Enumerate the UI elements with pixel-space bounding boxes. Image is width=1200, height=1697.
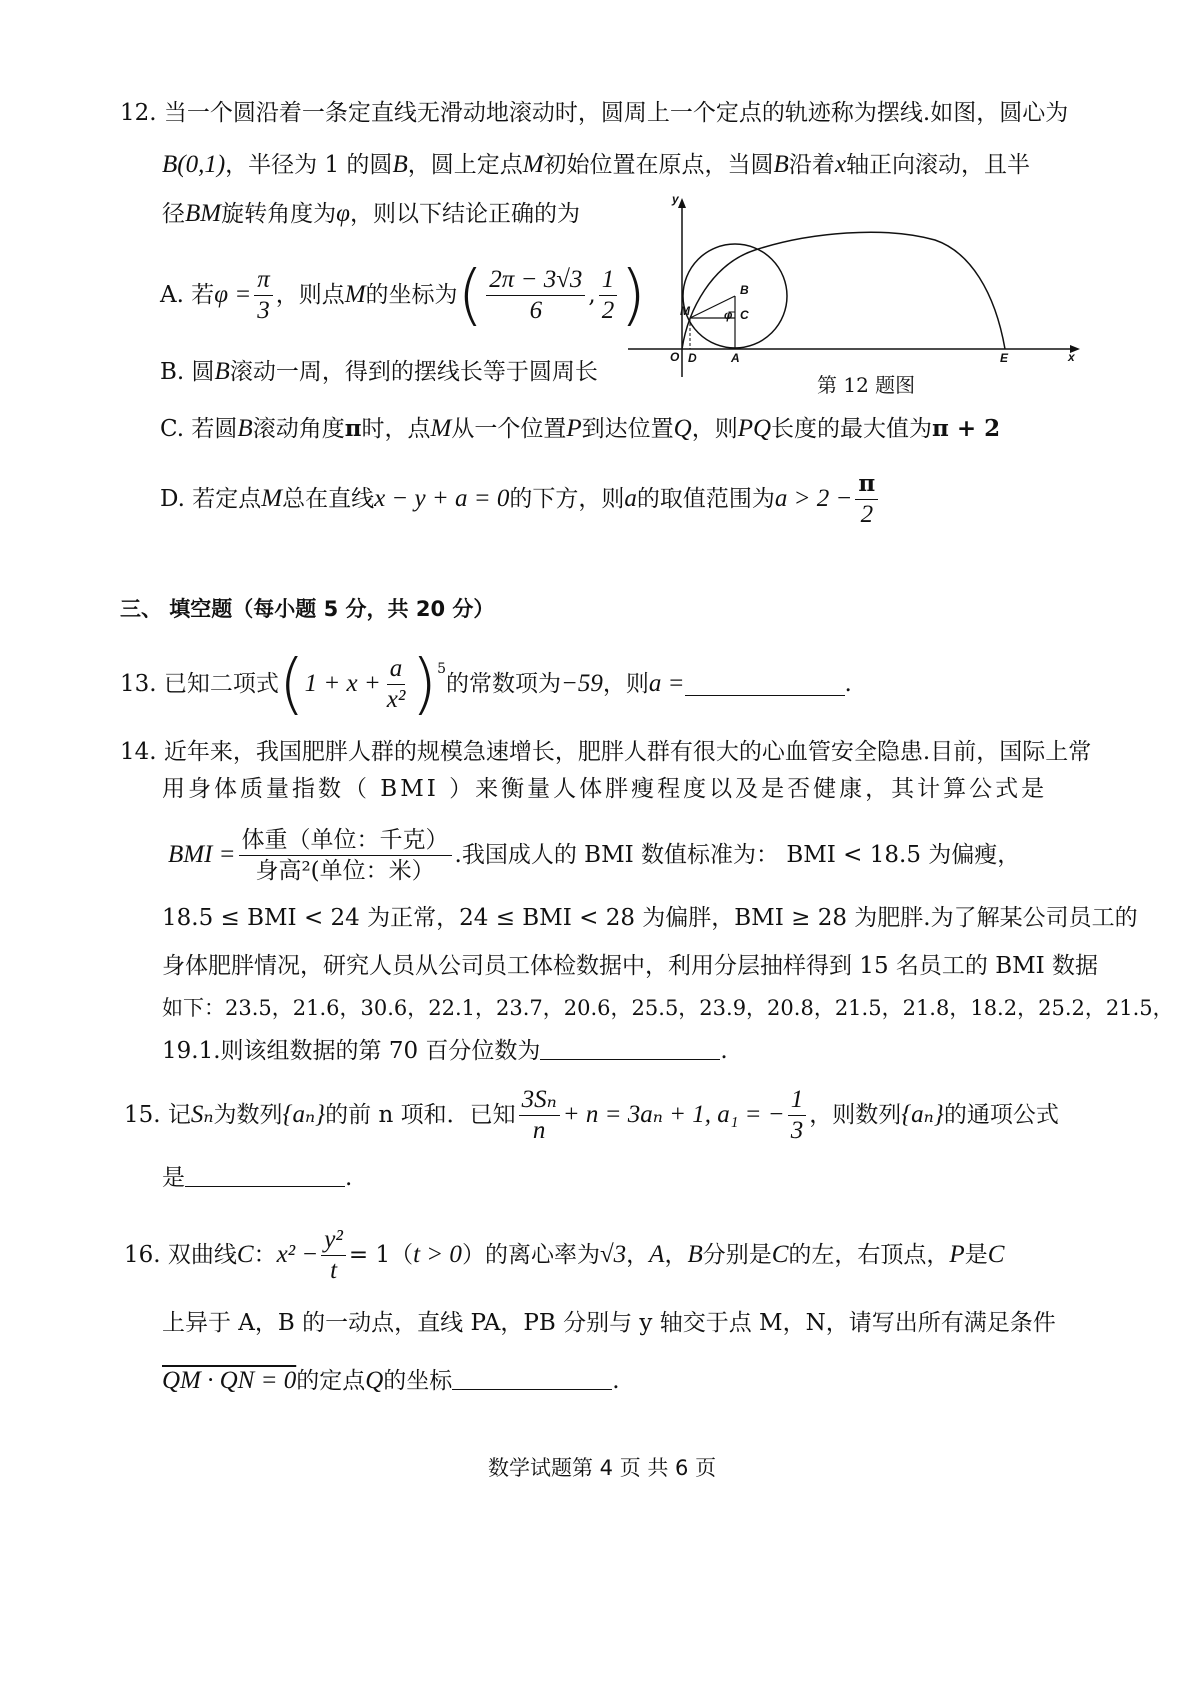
fig-label-C: C	[740, 308, 749, 322]
math: + n = 3aₙ + 1, a₁ = −	[562, 1101, 785, 1128]
math: √3	[599, 1241, 627, 1268]
numerator: 3Sₙ	[519, 1085, 560, 1116]
text: 的坐标为	[365, 282, 458, 308]
comma: ,	[588, 282, 596, 308]
numerator: y²	[321, 1225, 346, 1256]
text: ，则以下结论正确的为	[349, 201, 580, 227]
q12-line2	[162, 150, 1030, 180]
math: x − y + a = 0	[374, 485, 510, 512]
q14-line7	[162, 1036, 728, 1066]
text: 的左，右顶点，	[788, 1242, 950, 1268]
text: 轴正向滚动，且半	[845, 152, 1030, 178]
fraction	[855, 469, 878, 530]
numerator: 2π − 3√3	[486, 265, 585, 296]
q14-formula-line	[168, 822, 1020, 888]
text: 分别是	[702, 1242, 772, 1268]
text: 的取值范围为	[636, 486, 775, 512]
numerator: π	[254, 265, 273, 296]
denominator: 2	[601, 296, 615, 324]
text: 的常数项为	[446, 671, 561, 697]
numerator: 1	[599, 265, 618, 296]
math: QM · QN = 0	[162, 1367, 297, 1394]
q16-line1	[124, 1222, 1004, 1288]
y-axis-arrow	[678, 198, 686, 208]
answer-blank[interactable]	[685, 673, 845, 696]
q12-option-a	[160, 255, 646, 335]
math: BM	[185, 200, 222, 227]
q15-line2	[162, 1163, 352, 1193]
math: a	[624, 485, 637, 512]
denominator: 6	[529, 296, 543, 324]
q14-line4: 18.5 ≤ BMI < 24 为正常，24 ≤ BMI < 28 为偏胖，BMI ≥ 28 为肥胖.为了解某公司员工的	[162, 905, 1138, 931]
text: 是	[964, 1242, 988, 1268]
text: A. 若	[160, 282, 215, 308]
text: ）的离心率为	[461, 1242, 600, 1268]
text: 径	[162, 201, 185, 227]
text: 滚动一周，得到的摆线长等于圆周长	[229, 359, 598, 385]
text: .我国成人的 BMI 数值标准为： BMI < 18.5 为偏瘦，	[454, 842, 1021, 868]
numerator: 1	[788, 1085, 807, 1116]
numerator: π	[855, 469, 878, 500]
math: π	[344, 415, 362, 442]
q14-line2: 用身体质量指数（ BMI ）来衡量人体胖瘦程度以及是否健康，其计算公式是	[162, 776, 1048, 802]
text: 到达位置	[581, 416, 674, 442]
fig-label-x: x	[1068, 350, 1075, 364]
text: 时，点	[361, 416, 431, 442]
math: {aₙ}	[901, 1101, 944, 1128]
text: ：	[253, 1242, 277, 1268]
text: 19.1.则该组数据的第 70 百分位数为	[162, 1038, 541, 1064]
math-B01: B(0,1)	[162, 151, 226, 178]
math: P	[566, 415, 582, 442]
text: 的前 n 项和．已知	[325, 1102, 516, 1128]
text: ，	[664, 1242, 688, 1268]
math: BMI =	[168, 841, 236, 868]
fig-label-B: B	[740, 283, 749, 297]
text: .	[345, 1165, 353, 1191]
math: B	[214, 358, 230, 385]
q15-line1	[124, 1082, 1059, 1148]
math: t > 0	[413, 1241, 462, 1268]
text: 的下方，则	[509, 486, 625, 512]
text: 初始位置在原点，当圆	[543, 152, 774, 178]
text: 长度的最大值为	[771, 416, 933, 442]
text: ，则	[602, 671, 649, 697]
text: 滚动角度	[252, 416, 345, 442]
text: = 1（	[348, 1242, 414, 1268]
fig-label-D: D	[688, 351, 697, 365]
q14-line6: 如下：23.5，21.6，30.6，22.1，23.7，20.6，25.5，23.9，20.8，21.5，21.8，18.2，25.2，21.5，	[162, 996, 1174, 1020]
fraction	[599, 265, 618, 326]
math: C	[236, 1241, 254, 1268]
text: 双曲线	[167, 1242, 237, 1268]
fraction	[788, 1085, 807, 1146]
text: 是	[162, 1165, 185, 1191]
math: P	[949, 1241, 965, 1268]
text: 近年来，我国肥胖人群的规模急速增长，肥胖人群有很大的心血管安全隐患.目前，国际上常	[163, 739, 1092, 765]
q14-line5: 身体肥胖情况，研究人员从公司员工体检数据中，利用分层抽样得到 15 名员工的 BMI 数据	[162, 953, 1099, 979]
fraction	[519, 1085, 560, 1146]
text: 为数列	[213, 1102, 283, 1128]
text: ，圆上定点	[407, 152, 523, 178]
math: PQ	[737, 415, 772, 442]
section-3-title: 三、 填空题（每小题 5 分，共 20 分）	[120, 597, 495, 621]
text: ，则数列	[809, 1102, 902, 1128]
q12-number: 12.	[120, 100, 157, 126]
math: C	[771, 1241, 789, 1268]
fig-label-E: E	[1000, 351, 1009, 365]
fig-label-O: O	[670, 350, 680, 364]
fig-label-phi: φ	[724, 308, 733, 322]
text: ，半径为 1 的圆	[225, 152, 393, 178]
q14-line1	[120, 737, 1091, 767]
text: .	[844, 671, 852, 697]
q12-line1	[120, 98, 1068, 128]
text: ，则	[691, 416, 738, 442]
text: D. 若定点	[160, 486, 262, 512]
math: M	[261, 485, 283, 512]
math: x² −	[276, 1241, 319, 1268]
math: Q	[673, 415, 692, 442]
q16-line2: 上异于 A，B 的一动点，直线 PA，PB 分别与 y 轴交于点 M，N，请写出所有满足条件	[162, 1310, 1056, 1336]
cycloid-curve	[682, 232, 1005, 349]
q12-option-b	[160, 357, 598, 387]
q13-number: 13.	[120, 671, 157, 697]
text: 的定点	[296, 1368, 366, 1394]
q16-line3	[162, 1366, 620, 1396]
math: B	[237, 415, 253, 442]
text: .	[612, 1368, 620, 1394]
numerator: a	[387, 654, 406, 685]
math: Sₙ	[190, 1101, 214, 1128]
text: ，	[626, 1242, 650, 1268]
denominator: x²	[386, 685, 406, 713]
text: 沿着	[788, 152, 835, 178]
math: φ =	[214, 281, 252, 308]
math: M	[344, 281, 366, 308]
numerator: 体重（单位：千克）	[239, 825, 452, 856]
text: ，则点	[275, 282, 345, 308]
text: C. 若圆	[160, 416, 238, 442]
math: a =	[648, 670, 685, 697]
right-paren: )	[411, 645, 438, 722]
math: B	[687, 1241, 703, 1268]
denominator: 2	[860, 500, 874, 528]
math: a > 2 −	[774, 485, 853, 512]
bmi-fraction	[239, 825, 452, 886]
q12-option-c	[160, 414, 1000, 444]
text: 已知二项式	[163, 671, 279, 697]
fraction	[321, 1225, 346, 1286]
page-footer: 数学试题第 4 页 共 6 页	[488, 1456, 717, 1480]
q14-number: 14.	[120, 739, 157, 765]
math: {aₙ}	[282, 1101, 326, 1128]
q16-number: 16.	[124, 1242, 161, 1268]
q12-line3	[162, 199, 580, 229]
fig-label-y: y	[672, 192, 679, 206]
q12-option-d	[160, 464, 881, 534]
math: B	[773, 151, 789, 178]
denominator: 3	[257, 296, 270, 324]
math: −59	[561, 670, 603, 697]
math: M	[522, 151, 544, 178]
text: 从一个位置	[451, 416, 567, 442]
denominator: n	[532, 1116, 546, 1144]
math: M	[430, 415, 452, 442]
q12-text: 当一个圆沿着一条定直线无滑动地滚动时，圆周上一个定点的轨迹称为摆线.如图，圆心为	[163, 100, 1069, 126]
answer-blank[interactable]	[452, 1367, 612, 1390]
text: 的坐标	[383, 1368, 453, 1394]
left-paren: (	[457, 256, 484, 333]
math: π + 2	[932, 415, 1001, 442]
fraction	[384, 654, 409, 715]
exponent: 5	[437, 661, 446, 677]
text: .	[720, 1038, 728, 1064]
fig-label-A: A	[731, 351, 740, 365]
figure-caption: 第 12 题图	[817, 373, 916, 397]
math: x	[834, 151, 846, 178]
math: C	[987, 1241, 1005, 1268]
fig-label-M: M	[680, 304, 690, 318]
math: φ	[336, 200, 350, 227]
fraction	[254, 265, 273, 326]
fraction	[486, 265, 585, 326]
text: 旋转角度为	[221, 201, 337, 227]
q13	[120, 645, 852, 722]
answer-blank[interactable]	[540, 1037, 720, 1060]
text: 的通项公式	[943, 1102, 1059, 1128]
text: 记	[167, 1102, 191, 1128]
math: B	[392, 151, 408, 178]
denominator: 身高²(单位：米）	[255, 857, 435, 884]
math: A	[649, 1241, 665, 1268]
right-paren: )	[620, 256, 646, 333]
text: 总在直线	[282, 486, 375, 512]
left-paren: (	[278, 645, 305, 722]
denominator: t	[330, 1256, 338, 1284]
q15-number: 15.	[124, 1102, 161, 1128]
math: Q	[365, 1367, 384, 1394]
text: B. 圆	[160, 359, 215, 385]
answer-blank[interactable]	[185, 1164, 345, 1187]
denominator: 3	[790, 1116, 804, 1144]
math: 1 + x +	[304, 670, 381, 697]
